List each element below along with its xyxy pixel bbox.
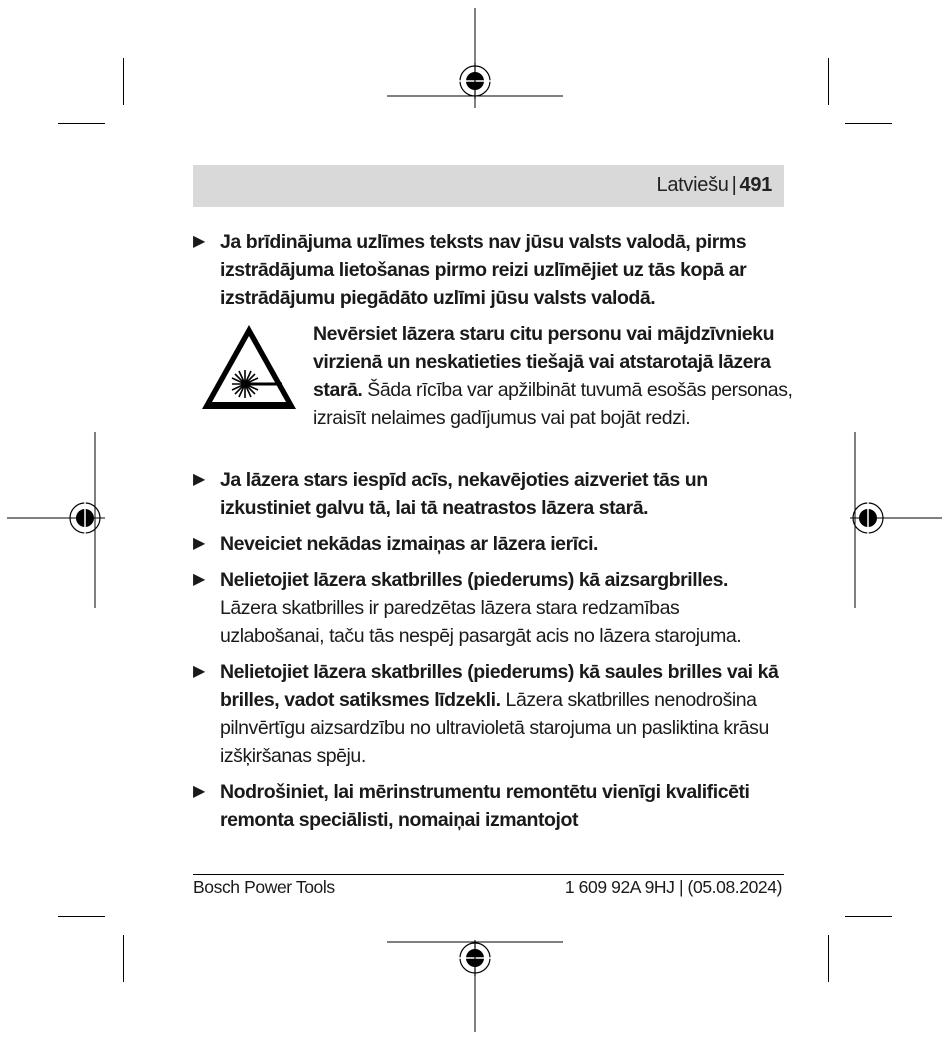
- registration-mark-icon: [385, 940, 565, 1035]
- header-language: Latviešu: [656, 174, 729, 196]
- list-item: [193, 778, 788, 834]
- item-bold-text: Ja brīdinājuma uzlīmes teksts nav jūsu valsts valodā, pirms izstrādājuma lietošanas pirmo reizi uzlīmējiet uz tās kopā ar izstrādājumu piegādāto uzlīmi jūsu valsts valodā.: [220, 231, 747, 309]
- warning-normal-text: Šāda rīcība var apžilbināt tuvumā esošās personas, izraisīt nelaimes gadījumus vai pat bojāt redzi.: [313, 379, 793, 429]
- laser-warning-block: [193, 320, 793, 460]
- bullet-icon: ▶: [193, 783, 205, 800]
- list-item: [193, 658, 788, 770]
- crop-mark: [123, 58, 124, 105]
- bullet-icon: ▶: [193, 535, 205, 552]
- list-item: [193, 566, 788, 650]
- list-item: [193, 228, 788, 312]
- crop-mark: [845, 916, 892, 917]
- item-normal-text: Lāzera skatbrilles nenodrošina pilnvērtīgu aizsardzību no ultravioletā starojuma un pasliktina krāsu izšķiršanas spēju.: [220, 689, 769, 767]
- registration-mark-icon: [385, 8, 565, 128]
- item-normal-text: Lāzera skatbrilles ir paredzētas lāzera stara redzamības uzlabošanai, taču tās nespēj pasargāt acis no lāzera starojuma.: [220, 597, 742, 647]
- laser-warning-text: [313, 320, 793, 432]
- crop-mark: [58, 916, 105, 917]
- crop-mark: [845, 123, 892, 124]
- crop-mark: [123, 935, 124, 982]
- bullet-icon: ▶: [193, 571, 205, 588]
- page-header: [193, 165, 784, 207]
- list-item: [193, 530, 788, 558]
- footer-divider: [193, 874, 784, 875]
- laser-warning-icon: [199, 322, 299, 412]
- item-bold-text: Nelietojiet lāzera skatbrilles (piederums) kā aizsargbrilles.: [220, 569, 728, 591]
- list-item: [193, 466, 788, 522]
- registration-mark-icon: [850, 430, 950, 610]
- footer-brand: Bosch Power Tools: [193, 877, 335, 897]
- item-bold-text: Nodrošiniet, lai mērinstrumentu remontētu vienīgi kvalificēti remonta speciālisti, nomaiņai izmantojot: [220, 781, 750, 831]
- item-bold-text: Ja lāzera stars iespīd acīs, nekavējoties aizveriet tās un izkustiniet galvu tā, lai tā neatrastos lāzera starā.: [220, 469, 708, 519]
- item-bold-text: Neveiciet nekādas izmaiņas ar lāzera ierīci.: [220, 533, 599, 555]
- header-separator: |: [731, 174, 737, 196]
- warning-bold-text: Nevērsiet lāzera staru citu personu vai mājdzīvnieku virzienā un neskatieties tiešajā vai atstarotajā lāzera starā.: [313, 323, 775, 401]
- header-text: [657, 174, 772, 197]
- crop-mark: [828, 58, 829, 105]
- bullet-icon: ▶: [193, 471, 205, 488]
- crop-mark: [58, 123, 105, 124]
- item-bold-text: Nelietojiet lāzera skatbrilles (piederums) kā saules brilles vai kā brilles, vadot satiksmes līdzekli.: [220, 661, 779, 711]
- page-number: 491: [739, 174, 772, 196]
- crop-mark: [828, 935, 829, 982]
- footer-doc-code: 1 609 92A 9HJ | (05.08.2024): [564, 877, 782, 897]
- bullet-icon: ▶: [193, 663, 205, 680]
- registration-mark-icon: [5, 430, 105, 610]
- safety-content: [193, 228, 793, 842]
- bullet-icon: ▶: [193, 233, 205, 250]
